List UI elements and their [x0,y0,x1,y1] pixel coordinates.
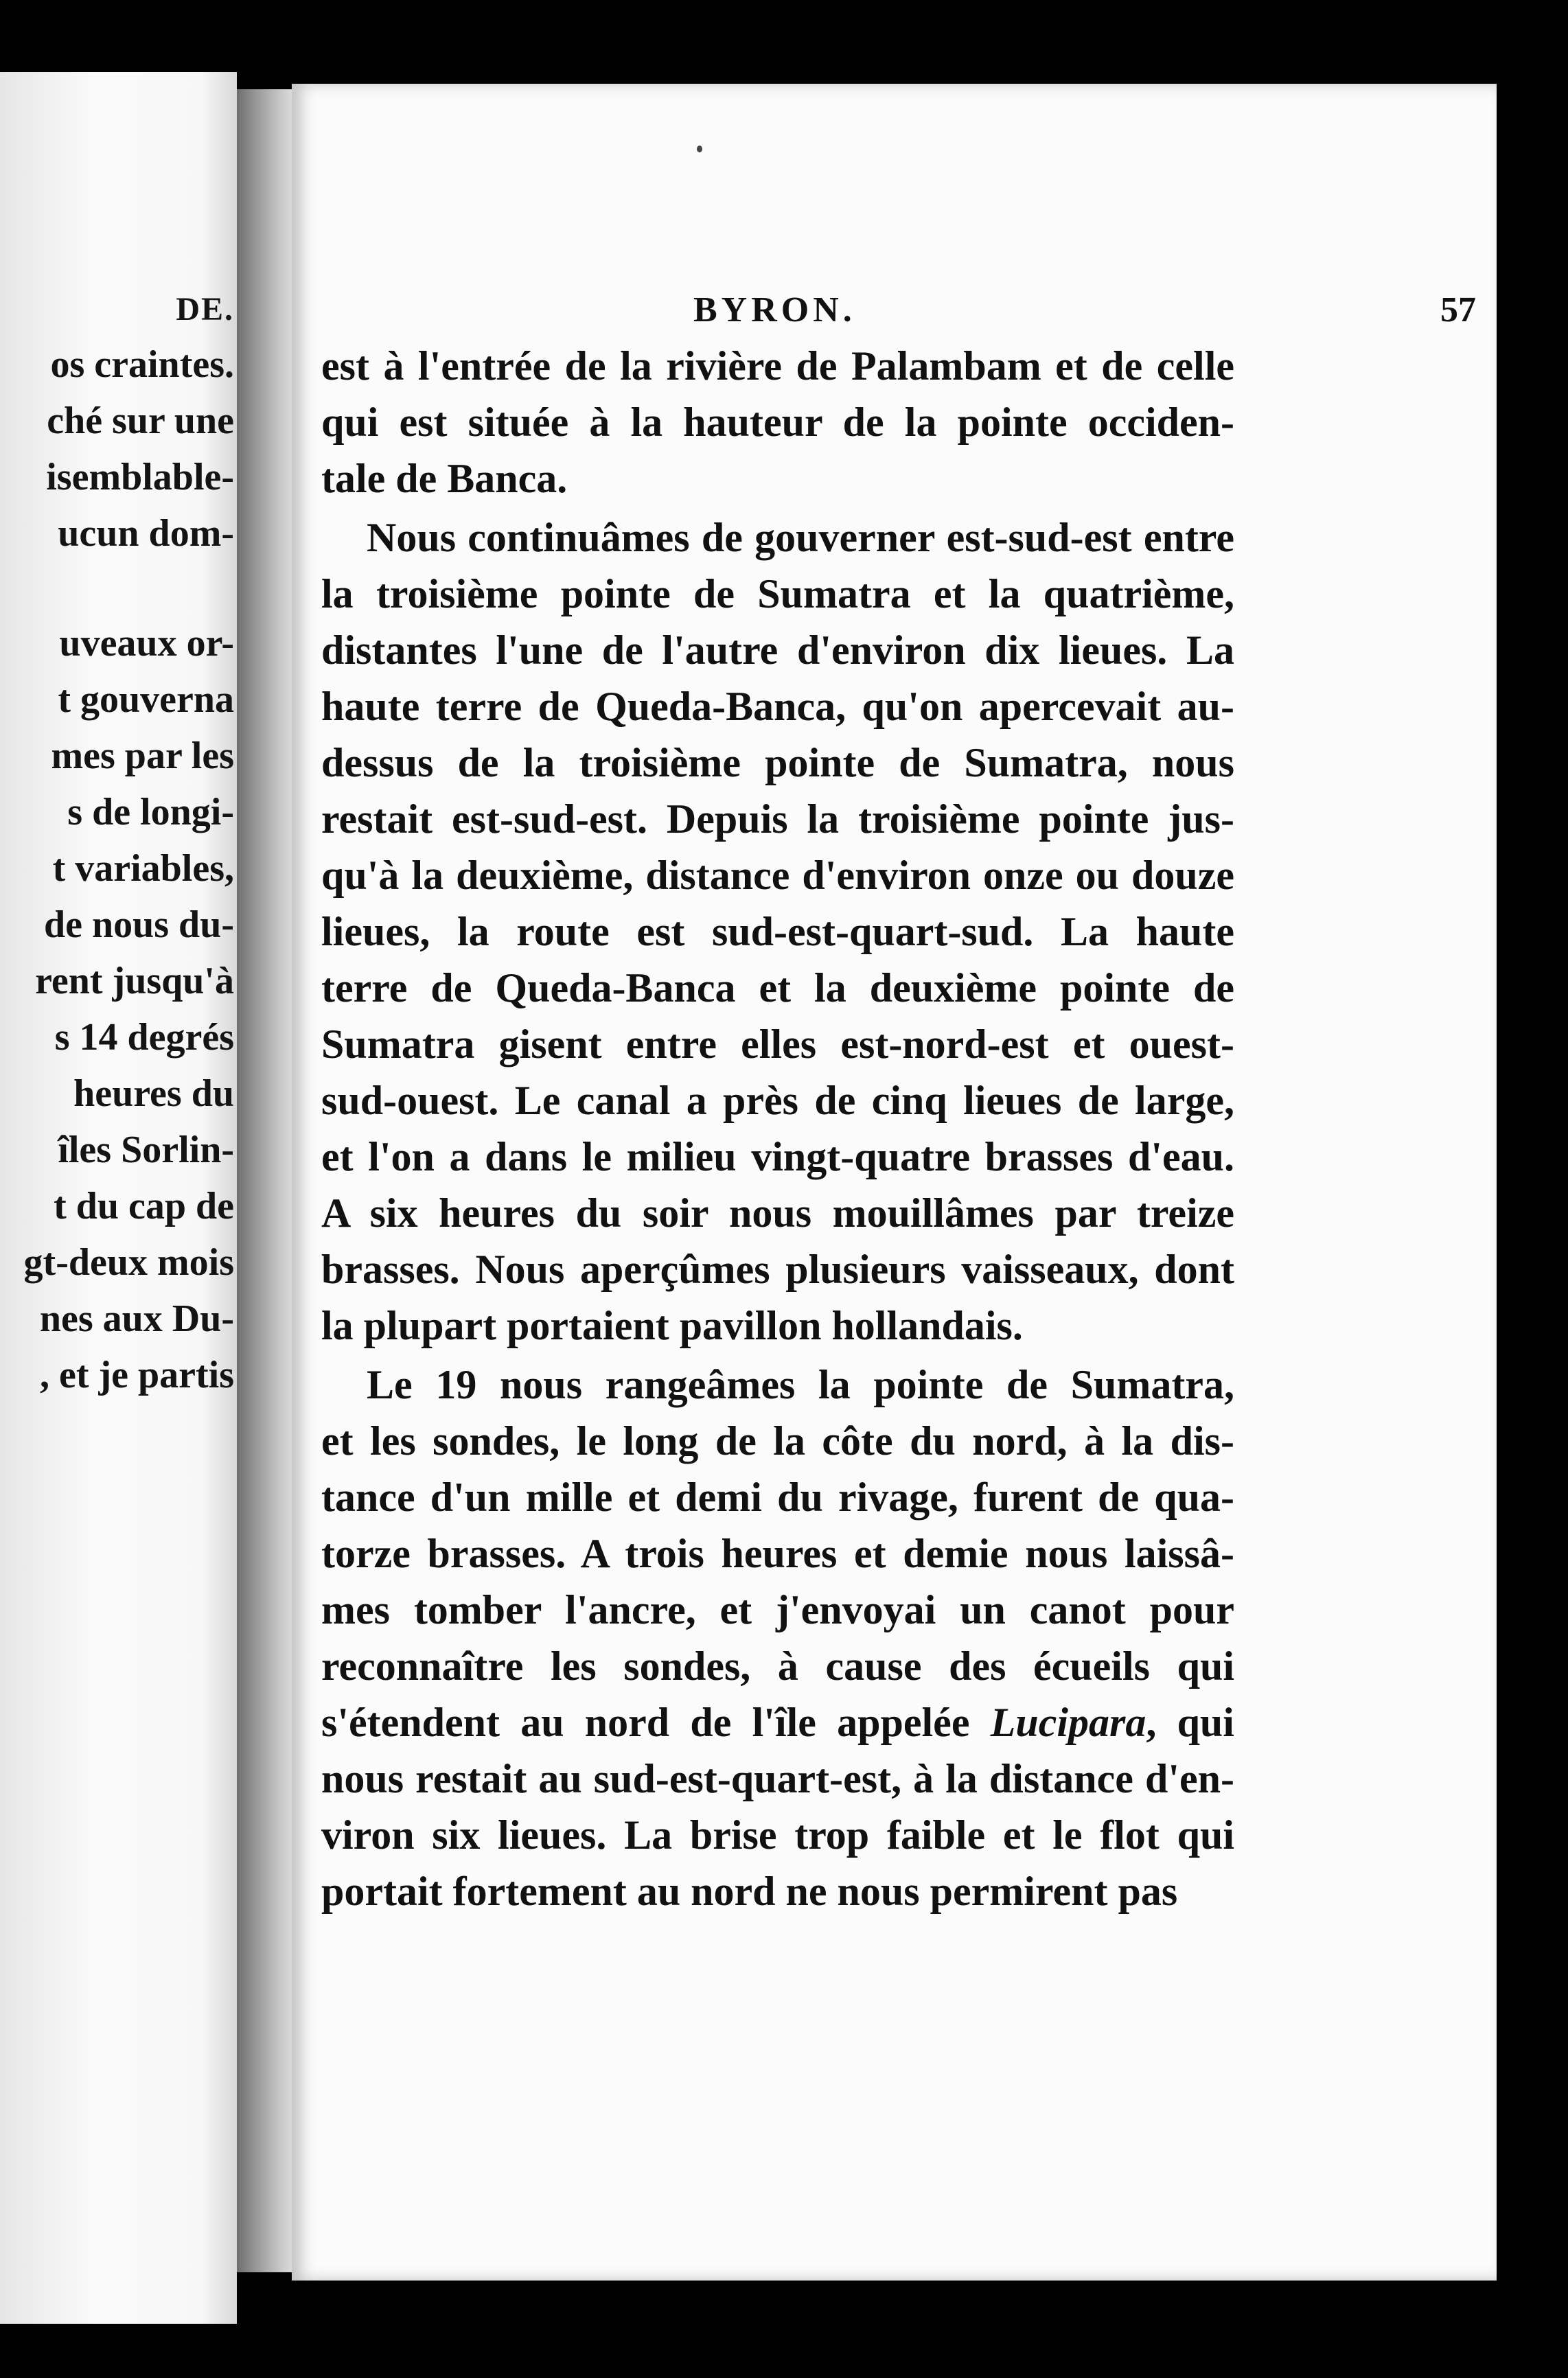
text-line-with-italic [321,1694,1234,1751]
previous-page-line: uveaux or- [59,622,234,665]
previous-page-line: ucun dom- [58,512,234,555]
text-line: brasses. Nous aperçûmes plusieurs vaisseaux, dont [321,1247,1234,1292]
page-number: 57 [1440,290,1476,330]
previous-page-line: t gouverna [58,678,234,721]
current-page [292,84,1497,2281]
previous-page-line: heures du [73,1072,234,1115]
italic-place-name: Lucipara [990,1700,1146,1745]
previous-page-line: t variables, [52,847,234,890]
text-line: distantes l'une de l'autre d'environ dix lieues. La [321,627,1234,673]
previous-page-line: t du cap de [54,1185,234,1227]
text-line: tance d'un mille et demi du rivage, furent de qua- [321,1475,1234,1520]
paper-speck [697,146,702,152]
text-line: haute terre de Queda-Banca, qu'on apercevait au- [321,684,1234,729]
text-line: est à l'entrée de la rivière de Palambam et de celle [321,343,1234,389]
text-line: reconnaître les sondes, à cause des écueils qui [321,1643,1234,1689]
text-line: Sumatra gisent entre elles est-nord-est et ouest- [321,1021,1234,1067]
previous-page-line: isemblable- [46,456,234,498]
book-gutter [237,89,295,2272]
previous-page-running-head: DE. [176,291,234,327]
previous-page-line: ché sur une [47,400,234,442]
previous-page-line: îles Sorlin- [58,1129,234,1171]
text-line: Nous continuâmes de gouverner est-sud-est entre [367,515,1234,560]
text-line: lieues, la route est sud-est-quart-sud. La haute [321,909,1234,954]
paragraph [321,1357,1234,1919]
text-line: la plupart portaient pavillon hollandais. [321,1303,1023,1348]
previous-page-line: rent jusqu'à [35,960,234,1002]
text-segment: s'étendent au nord de l'île appelée [321,1700,991,1745]
text-line: dessus de la troisième pointe de Sumatra, nous [321,740,1234,785]
text-line: Le 19 nous rangeâmes la pointe de Sumatra, [367,1362,1234,1407]
previous-page-line: mes par les [51,735,234,777]
previous-page-line: gt-deux mois [23,1241,234,1284]
text-line: et l'on a dans le milieu vingt-quatre brasses d'eau. [321,1134,1234,1179]
text-line: la troisième pointe de Sumatra et la quatrième, [321,571,1234,616]
text-line: qui est située à la hauteur de la pointe occiden- [321,400,1234,445]
text-line: qu'à la deuxième, distance d'environ onze ou douze [321,853,1234,898]
text-segment: , qui [1146,1700,1234,1745]
text-line: tale de Banca. [321,456,568,501]
previous-page-line: os craintes. [50,343,234,386]
text-line: portait fortement au nord ne nous permirent pas [321,1869,1178,1914]
previous-page-line: nes aux Du- [39,1297,234,1340]
previous-page [0,72,237,2324]
running-head [292,290,1497,338]
paragraph [321,509,1234,1354]
previous-page-line: s 14 degrés [54,1016,234,1059]
text-line: et les sondes, le long de la côte du nord, à la dis- [321,1418,1234,1464]
text-line: A six heures du soir nous mouillâmes par treize [321,1190,1234,1236]
previous-page-line: , et je partis [39,1354,234,1396]
paragraph [321,338,1234,507]
text-line: mes tomber l'ancre, et j'envoyai un canot pour [321,1587,1234,1632]
text-line: restait est-sud-est. Depuis la troisième pointe jus- [321,796,1234,842]
text-line: terre de Queda-Banca et la deuxième pointe de [321,965,1234,1011]
text-line: sud-ouest. Le canal a près de cinq lieues de large, [321,1078,1234,1123]
running-head-title: BYRON. [693,290,856,330]
page-body [321,338,1234,1919]
previous-page-line: de nous du- [43,903,234,946]
text-line: nous restait au sud-est-quart-est, à la distance d'en- [321,1756,1234,1801]
text-line: viron six lieues. La brise trop faible et le flot qui [321,1812,1234,1858]
text-line: torze brasses. A trois heures et demie nous laissâ- [321,1531,1234,1576]
previous-page-line: s de longi- [67,791,234,833]
